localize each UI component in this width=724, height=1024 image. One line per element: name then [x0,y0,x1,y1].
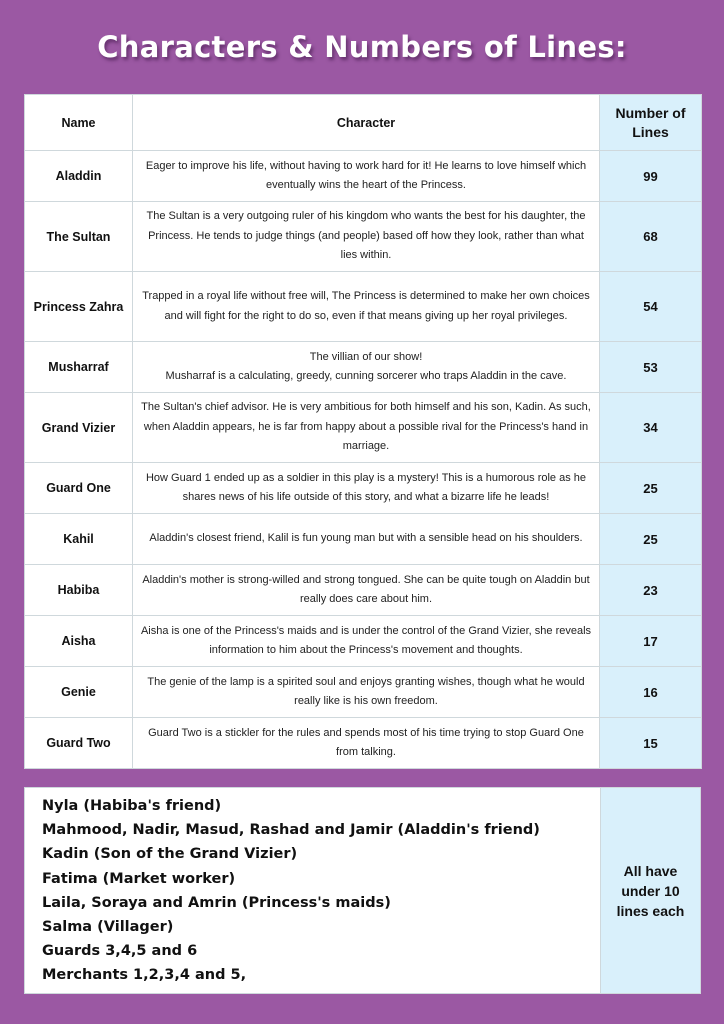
list-item: Guards 3,4,5 and 6 [42,943,198,960]
line-count: 25 [600,514,702,565]
character-description: The genie of the lamp is a spirited soul and enjoys granting wishes, though what he would really like is his own freedom. [133,667,600,718]
character-description: The Sultan is a very outgoing ruler of his kingdom who wants the best for his daughter, the Princess. He tends to judge things (and people) based off how they look, rather than what lies within. [133,202,600,272]
table-row [25,272,702,342]
line-count: 99 [600,151,702,202]
character-description: Aladdin's closest friend, Kalil is fun young man but with a sensible head on his shoulders. [133,514,600,565]
table-row [25,514,702,565]
table-row [25,342,702,393]
table-header-row [25,95,702,151]
list-item: Salma (Villager) [42,919,174,936]
minor-characters-box [24,787,701,994]
characters-table [24,94,702,769]
minor-characters-list [25,788,600,993]
line-count: 17 [600,616,702,667]
list-item: Nyla (Habiba's friend) [42,798,222,814]
character-name: Princess Zahra [25,272,133,342]
character-name: Kahil [25,514,133,565]
minor-lines-note: All have under 10 lines each [600,788,700,993]
line-count: 68 [600,202,702,272]
line-count: 16 [600,667,702,718]
header-name: Name [25,95,133,151]
character-name: Aisha [25,616,133,667]
character-description: Aladdin's mother is strong-willed and strong tongued. She can be quite tough on Aladdin but really does care about him. [133,565,600,616]
table-row [25,565,702,616]
line-count: 15 [600,718,702,769]
header-lines: Number of Lines [600,95,702,151]
list-item: Laila, Soraya and Amrin (Princess's maids) [42,894,391,911]
character-name: Genie [25,667,133,718]
character-name: Guard Two [25,718,133,769]
character-description: How Guard 1 ended up as a soldier in this play is a mystery! This is a humorous role as he shares news of his life outside of this story, and what a bizarre life he leads! [133,463,600,514]
list-item: Kadin (Son of the Grand Vizier) [42,846,298,863]
character-description: The villian of our show! Musharraf is a calculating, greedy, cunning sorcerer who traps Aladdin in the cave. [133,342,600,393]
line-count: 53 [600,342,702,393]
table-row [25,463,702,514]
character-description: Trapped in a royal life without free will, The Princess is determined to make her own choices and will fight for the right to do so, even if that means giving up her royal privileges. [133,272,600,342]
character-name: Habiba [25,565,133,616]
list-item: Merchants 1,2,3,4 and 5, [42,967,247,984]
character-description: The Sultan's chief advisor. He is very ambitious for both himself and his son, Kadin. As such, when Aladdin appears, he is far from happy about a possible rival for the Princess's hand in marriage. [133,393,600,463]
line-count: 25 [600,463,702,514]
table-row [25,667,702,718]
character-name: Grand Vizier [25,393,133,463]
character-description: Aisha is one of the Princess's maids and is under the control of the Grand Vizier, she reveals information to him about the Princess's movement and thoughts. [133,616,600,667]
header-character: Character [133,95,600,151]
table-row [25,616,702,667]
character-name: Musharraf [25,342,133,393]
character-description: Guard Two is a stickler for the rules and spends most of his time trying to stop Guard One from talking. [133,718,600,769]
table-row [25,202,702,272]
character-name: The Sultan [25,202,133,272]
line-count: 54 [600,272,702,342]
table-row [25,393,702,463]
character-name: Guard One [25,463,133,514]
character-name: Aladdin [25,151,133,202]
line-count: 34 [600,393,702,463]
list-item: Mahmood, Nadir, Masud, Rashad and Jamir (Aladdin's friend) [42,822,540,839]
character-description: Eager to improve his life, without having to work hard for it! He learns to love himself which eventually wins the heart of the Princess. [133,151,600,202]
page-title: Characters & Numbers of Lines: [97,30,627,64]
line-count: 23 [600,565,702,616]
list-item: Fatima (Market worker) [42,870,236,887]
table-row [25,151,702,202]
table-row [25,718,702,769]
